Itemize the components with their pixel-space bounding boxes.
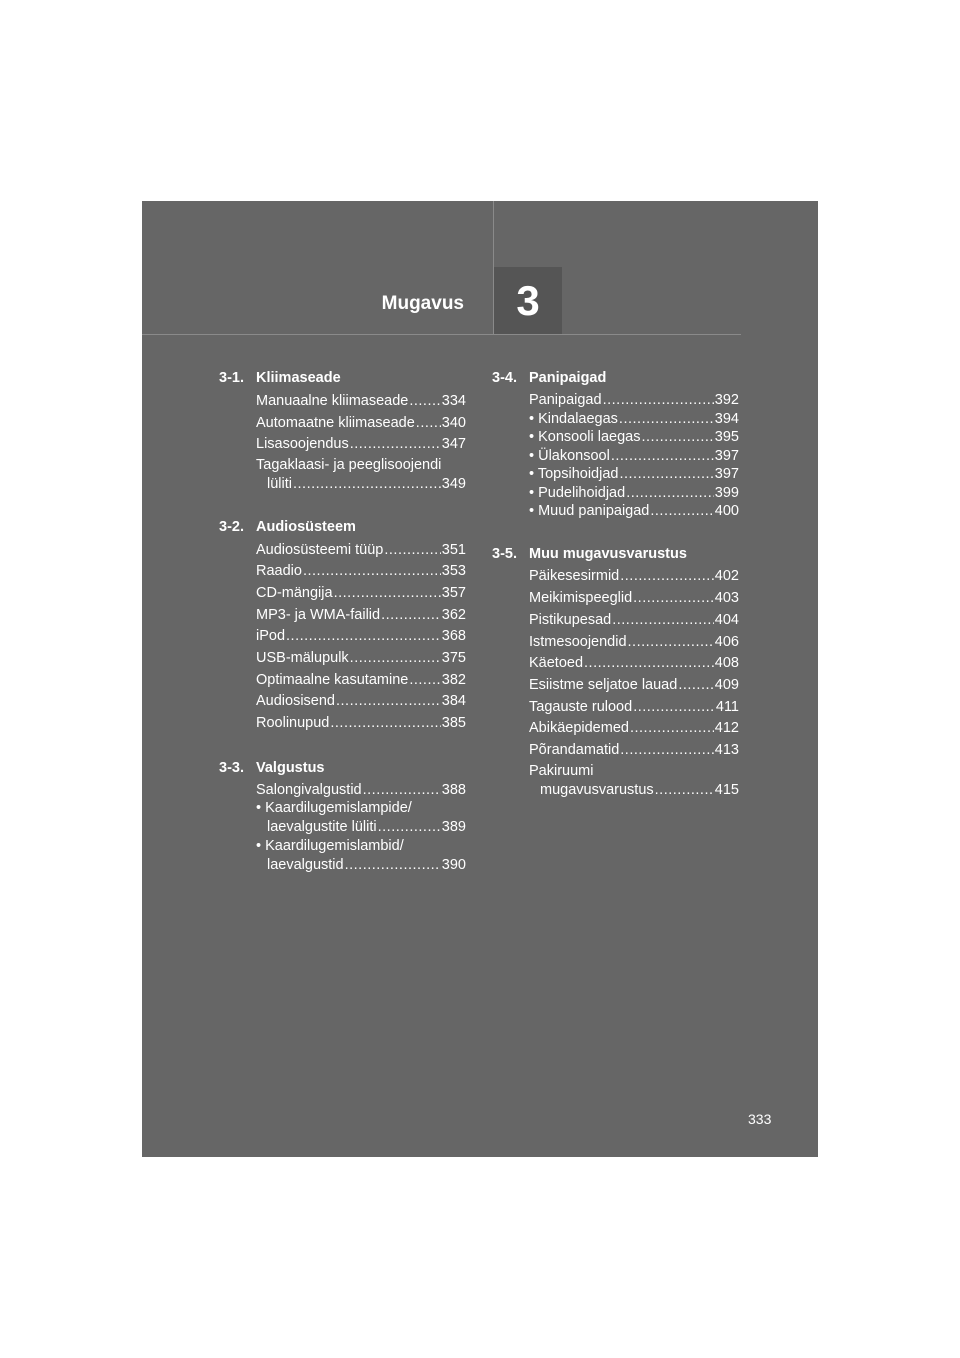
leader-dots [303,561,441,583]
entry-page: 353 [441,563,466,580]
entry-page: 394 [714,410,739,427]
entry-label: Tagauste rulood [529,698,633,715]
toc-entry[interactable] [256,434,466,456]
entry-page: 397 [714,447,739,464]
section-number: 3-2. [219,518,244,535]
entry-page: 388 [441,781,466,798]
leader-dots [378,818,441,837]
leader-dots [619,410,714,429]
entry-label: Salongivalgustid [256,781,362,798]
entry-page: 368 [441,628,466,645]
leader-dots [381,605,441,627]
leader-dots [345,856,441,875]
entry-label: Optimaalne kasutamine [256,671,409,688]
entry-label-line2: mugavusvarustus [540,781,654,798]
section-number: 3-3. [219,759,244,776]
entry-label: Päikesesirmid [529,568,620,585]
leader-dots [650,502,713,521]
section-title: Audiosüsteem [256,518,356,535]
entry-page: 402 [714,568,739,585]
entry-page: 411 [715,698,739,715]
toc-entry[interactable] [256,648,466,670]
entry-label-line2: laevalgustite lüliti [267,819,377,836]
section-number: 3-4. [492,370,517,386]
section-heading [219,517,466,537]
leader-dots [603,391,714,410]
leader-dots [633,697,715,719]
toc-entry[interactable] [256,561,466,583]
entry-page: 409 [714,676,739,693]
toc-entry-wrapped[interactable] [529,762,739,800]
entry-page: 351 [441,541,466,558]
leader-dots [633,588,714,610]
entry-label: Manuaalne kliimaseade [256,392,409,409]
toc-entry[interactable] [529,465,739,484]
entry-label: Panipaigad [529,392,602,408]
entry-label: Audiosüsteemi tüüp [256,541,384,558]
section-heading [492,368,739,388]
entry-page: 415 [714,781,739,798]
leader-dots [620,566,714,588]
entry-label: Lisasoojendus [256,436,349,453]
section-heading [219,758,466,778]
toc-section-3-3 [219,758,466,875]
entry-label: Esiistme seljatoe lauad [529,676,678,693]
entry-label: • Pudelihoidjad [529,484,626,501]
entry-label: • Muud panipaigad [529,503,650,519]
leader-dots [350,434,441,456]
chapter-title: Mugavus [381,293,464,314]
entry-page: 389 [441,819,466,836]
page-number: 333 [748,1111,772,1127]
leader-dots [584,653,714,675]
chapter-number-tab: 3 [494,267,562,334]
section-number: 3-1. [219,370,244,386]
toc-entry[interactable] [529,484,739,503]
entry-label-line2: lüliti [267,476,292,493]
leader-dots [641,428,713,447]
entry-page: 392 [714,392,739,408]
leader-dots [626,484,714,503]
leader-dots [336,691,441,713]
entry-label-line1: • Kaardilugemislampide/ [256,800,412,817]
entry-page: 349 [441,476,466,493]
toc-section-3-1 [219,368,466,494]
entry-page: 390 [441,856,466,873]
leader-dots [655,781,714,800]
entry-label: Käetoed [529,655,584,672]
leader-dots [628,632,714,654]
leader-dots [363,781,441,800]
leader-dots [630,718,714,740]
entry-label: • Kindalaegas [529,410,618,427]
entry-page: 400 [714,503,739,519]
leader-dots [334,583,441,605]
section-heading [219,368,466,388]
entry-page: 357 [441,584,466,601]
leader-dots [293,475,441,494]
toc-right-column [492,368,739,822]
toc-entry[interactable] [256,540,466,562]
entry-page: 406 [714,633,739,650]
toc-entry[interactable] [256,781,466,800]
toc-section-3-4 [492,368,739,521]
entry-label: Automaatne kliimaseade [256,414,415,431]
toc-entry[interactable] [256,626,466,648]
leader-dots [620,740,714,762]
toc-entry[interactable] [529,697,739,719]
entry-page: 385 [441,715,466,732]
section-title: Panipaigad [529,370,607,386]
entry-label-line1: Tagaklaasi- ja peeglisoojendi [256,457,442,474]
toc-entry[interactable] [529,653,739,675]
entry-label: USB-mälupulk [256,649,349,666]
entry-page: 375 [441,649,466,666]
toc-entry-wrapped[interactable] [256,799,466,837]
leader-dots [611,447,714,466]
section-title: Kliimaseade [256,370,341,386]
entry-page: 399 [714,484,739,501]
toc-entry[interactable] [256,713,466,735]
toc-entry[interactable] [256,391,466,413]
header-horizontal-divider [142,334,741,335]
toc-left-column [219,368,466,897]
entry-label: Audiosisend [256,693,335,710]
toc-entry[interactable] [529,588,739,610]
entry-label: • Konsooli laegas [529,429,641,445]
toc-entry[interactable] [529,567,739,589]
entry-label: iPod [256,628,286,645]
toc-entry[interactable] [529,675,739,697]
toc-entry[interactable] [529,632,739,654]
toc-entry[interactable] [529,447,739,466]
entry-page: 412 [714,720,739,737]
toc-entry[interactable] [256,670,466,692]
leader-dots [384,540,440,562]
entry-label: Pistikupesad [529,611,612,628]
leader-dots [409,670,440,692]
toc-entry[interactable] [256,413,466,435]
entry-page: 404 [714,611,739,628]
entry-page: 397 [714,466,739,482]
entry-label: Istmesoojendid [529,633,627,650]
entry-page: 384 [441,693,466,710]
entry-label: Põrandamatid [529,741,620,758]
toc-entry[interactable] [529,428,739,447]
entry-label-line2: laevalgustid [267,856,344,873]
toc-entry[interactable] [256,691,466,713]
entry-label: • Ülakonsool [529,447,610,464]
entry-page: 395 [714,429,739,445]
entry-label: CD-mängija [256,584,333,601]
entry-page: 403 [714,590,739,607]
toc-section-3-2 [219,517,466,735]
leader-dots [619,465,713,484]
section-title: Valgustus [256,759,325,776]
section-heading [492,544,739,564]
toc-entry[interactable] [529,740,739,762]
entry-page: 334 [441,392,466,409]
leader-dots [286,626,441,648]
entry-page: 347 [441,436,466,453]
entry-label: Abikäepidemed [529,720,629,737]
entry-label-line1: Pakiruumi [529,762,594,779]
toc-entry-wrapped[interactable] [256,837,466,875]
entry-page: 408 [714,655,739,672]
entry-label: Roolinupud [256,715,330,732]
leader-dots [678,675,713,697]
section-title: Muu mugavusvarustus [529,545,687,562]
toc-entry[interactable] [529,410,739,429]
entry-label: • Topsihoidjad [529,466,619,482]
entry-label-line1: • Kaardilugemislambid/ [256,837,404,854]
toc-entry[interactable] [529,502,739,521]
toc-entry[interactable] [529,718,739,740]
entry-page: 340 [441,414,466,431]
leader-dots [409,391,440,413]
entry-page: 362 [441,606,466,623]
toc-entry[interactable] [529,391,739,410]
entry-page: 382 [441,671,466,688]
section-number: 3-5. [492,545,517,562]
leader-dots [416,413,441,435]
entry-label: Raadio [256,563,302,580]
toc-entry-wrapped[interactable] [256,456,466,494]
leader-dots [350,648,441,670]
toc-entry[interactable] [529,610,739,632]
toc-entry[interactable] [256,583,466,605]
entry-page: 413 [714,741,739,758]
toc-section-3-5 [492,544,739,800]
leader-dots [330,713,440,735]
entry-label: MP3- ja WMA-failid [256,606,381,623]
leader-dots [612,610,714,632]
toc-entry[interactable] [256,605,466,627]
entry-label: Meikimispeeglid [529,590,633,607]
